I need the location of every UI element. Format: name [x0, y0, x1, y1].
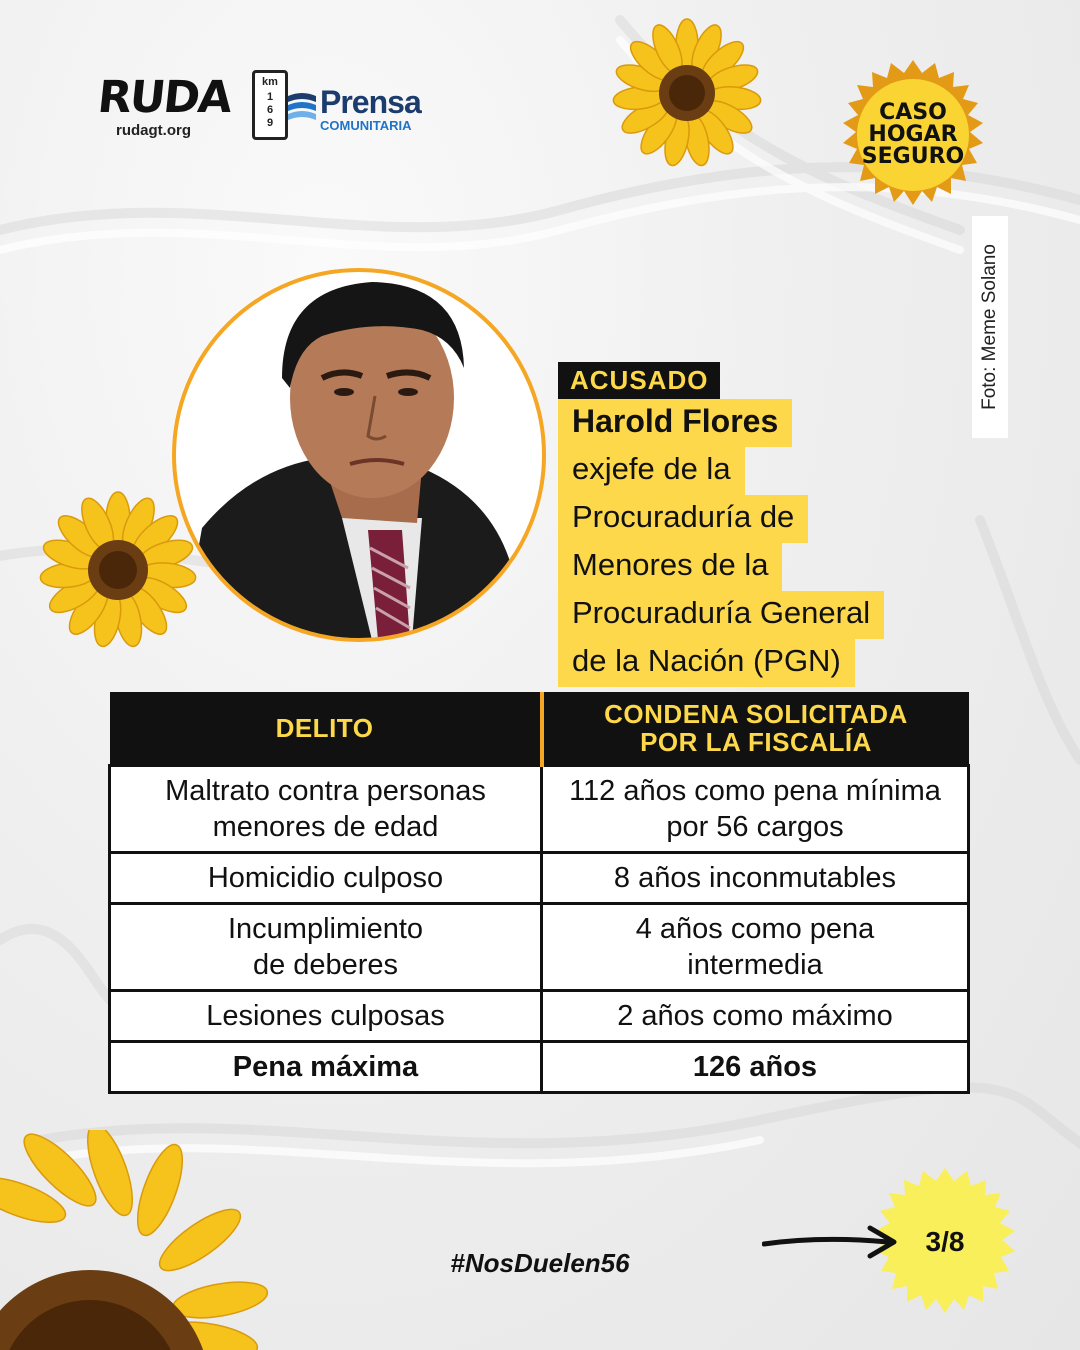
sentencing-table [108, 692, 970, 1094]
badge-line-seguro: SEGURO [861, 144, 965, 169]
cell-line: Incumplimiento [227, 913, 424, 945]
cell-line: 112 años como pena mínima [569, 775, 941, 807]
cell-line: intermedia [687, 949, 823, 981]
photo-credit [972, 216, 1008, 438]
arrow-right-icon[interactable] [762, 1222, 902, 1262]
total-value: 126 años [542, 1042, 969, 1093]
prensa-wave-icon [288, 90, 316, 120]
delito-cell [110, 904, 542, 991]
condena-cell [542, 991, 969, 1042]
cell-line: 8 años inconmutables [613, 862, 897, 894]
ruda-logo-text: RUDA [95, 72, 233, 123]
cell-line: 2 años como máximo [617, 1000, 893, 1032]
accused-info [558, 362, 884, 687]
cell-line: Homicidio culposo [207, 862, 444, 894]
condena-cell [542, 766, 969, 853]
cell-line: Maltrato contra personas [165, 775, 486, 807]
header-condena-line: CONDENA SOLICITADA [604, 699, 908, 729]
accused-desc-line: Procuraduría General [558, 591, 884, 639]
portrait-photo [172, 268, 544, 640]
table-row [110, 991, 969, 1042]
km-number: 169 [266, 91, 274, 129]
caso-hogar-seguro-badge [838, 60, 988, 210]
prensa-logo-subtitle: COMUNITARIA [320, 118, 412, 133]
badge-line-hogar: HOGAR [868, 122, 958, 147]
page-indicator: 3/8 [925, 1226, 965, 1257]
hashtag: #NosDuelen56 [450, 1248, 630, 1278]
table-total-row [110, 1042, 969, 1093]
prensa-logo-text: Prensa [320, 84, 421, 120]
cell-line: de deberes [252, 949, 399, 981]
table-row [110, 766, 969, 853]
accused-name: Harold Flores [558, 399, 792, 447]
prensa-comunitaria-logo [252, 70, 452, 142]
accused-desc-line: exjefe de la [558, 447, 745, 495]
ruda-logo [95, 72, 233, 144]
table-row [110, 853, 969, 904]
delito-cell [110, 766, 542, 853]
accused-desc-line: de la Nación (PGN) [558, 639, 855, 687]
header-condena-line: POR LA FISCALÍA [640, 727, 872, 757]
cell-line: Lesiones culposas [206, 1000, 445, 1032]
badge-line-caso: CASO [879, 100, 947, 125]
sunflower-icon [0, 1130, 300, 1350]
accused-desc-line: Menores de la [558, 543, 782, 591]
accused-desc-line: Procuraduría de [558, 495, 808, 543]
km-sign-icon [252, 70, 288, 140]
cell-line: 4 años como pena [635, 913, 875, 945]
cell-line: menores de edad [212, 811, 439, 843]
cell-line: por 56 cargos [666, 811, 844, 843]
header-delito: DELITO [110, 692, 542, 766]
condena-cell [542, 853, 969, 904]
table-header-row [110, 692, 969, 766]
total-label: Pena máxima [110, 1042, 542, 1093]
km-label: km [262, 76, 278, 88]
table-row [110, 904, 969, 991]
photo-credit-text: Foto: Meme Solano [979, 244, 1000, 410]
ruda-url: rudagt.org [116, 122, 191, 139]
delito-cell [110, 853, 542, 904]
sunflower-icon [612, 18, 762, 168]
header-condena [542, 692, 969, 766]
accused-tag: ACUSADO [558, 362, 720, 399]
condena-cell [542, 904, 969, 991]
delito-cell [110, 991, 542, 1042]
